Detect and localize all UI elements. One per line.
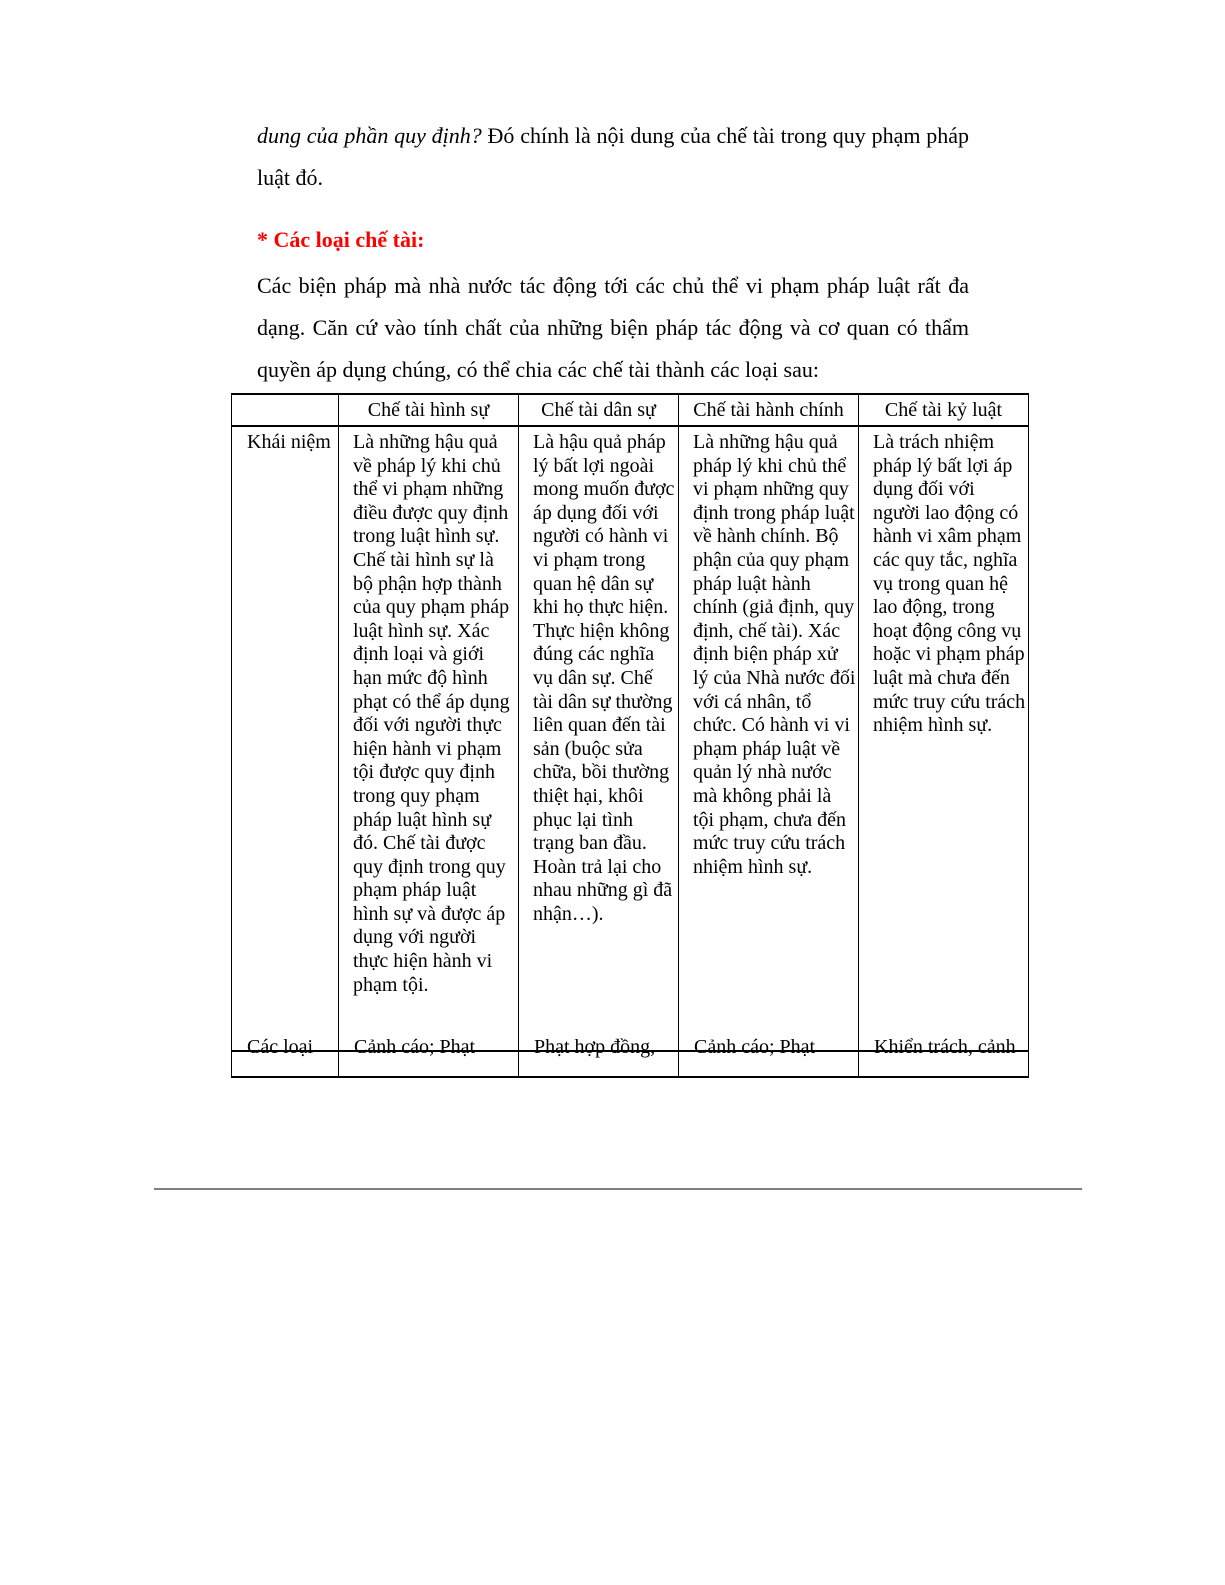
cell-criminal-types bbox=[339, 1036, 519, 1077]
cell-administrative-types-text: Cảnh cáo; Phạt bbox=[694, 1036, 816, 1058]
intro-paragraph-italic-lead: dung của phần quy định? bbox=[257, 123, 482, 148]
body-paragraph: Các biện pháp mà nhà nước tác động tới các chủ thể vi phạm pháp luật rất đa dạng. Căn cứ vào tính chất của những biện pháp tác động và cơ quan có thẩm quyền áp dụng chúng, có thể chia các chế tài thành các loại sau: bbox=[257, 273, 969, 382]
sanction-types-table bbox=[231, 393, 1029, 1078]
cell-criminal-types-text: Cảnh cáo; Phạt bbox=[354, 1036, 476, 1058]
section-heading-sanction-types: * Các loại chế tài: bbox=[257, 227, 425, 252]
header-cell-empty bbox=[232, 394, 339, 426]
page-break-divider bbox=[154, 1188, 1082, 1190]
row-label-types bbox=[232, 1036, 339, 1077]
header-cell-civil-sanction: Chế tài dân sự bbox=[519, 394, 679, 426]
cell-civil-types bbox=[519, 1036, 679, 1077]
header-cell-disciplinary-sanction: Chế tài kỷ luật bbox=[859, 394, 1029, 426]
table-row-concept bbox=[232, 426, 1029, 1051]
header-cell-administrative-sanction: Chế tài hành chính bbox=[679, 394, 859, 426]
row-label-concept: Khái niệm bbox=[232, 426, 339, 1051]
header-cell-criminal-sanction: Chế tài hình sự bbox=[339, 394, 519, 426]
cell-civil-types-text: Phạt hợp đồng, bbox=[534, 1036, 656, 1058]
intro-paragraph-rest: Đó chính là nội dung của chế tài trong quy phạm pháp luật đó. bbox=[257, 123, 969, 190]
row-label-types-text: Các loại bbox=[247, 1036, 314, 1058]
intro-paragraph bbox=[257, 115, 969, 199]
cell-disciplinary-concept: Là trách nhiệm pháp lý bất lợi áp dụng đối với người lao động có hành vi xâm phạm các quy tắc, nghĩa vụ trong quan hệ lao động, trong hoạt động công vụ hoặc vi phạm pháp luật mà chưa đến mức truy cứu trách nhiệm hình sự. bbox=[859, 426, 1029, 1051]
cell-disciplinary-types bbox=[859, 1036, 1029, 1077]
cell-administrative-types bbox=[679, 1036, 859, 1077]
cell-disciplinary-types-text: Khiển trách, cảnh bbox=[874, 1036, 1016, 1058]
cell-criminal-concept: Là những hậu quả về pháp lý khi chủ thể vi phạm những điều được quy định trong luật hình sự. Chế tài hình sự là bộ phận hợp thành của quy phạm pháp luật hình sự. Xác định loại và giới hạn mức độ hình phạt có thể áp dụng đối với người thực hiện hành vi phạm tội được quy định trong quy phạm pháp luật hình sự đó. Chế tài được quy định trong quy phạm pháp luật hình sự và được áp dụng với người thực hiện hành vi phạm tội. bbox=[339, 426, 519, 1051]
table-row-types bbox=[232, 1051, 1029, 1077]
cell-civil-concept: Là hậu quả pháp lý bất lợi ngoài mong muốn được áp dụng đối với người có hành vi vi phạm trong quan hệ dân sự khi họ thực hiện. Thực hiện không đúng các nghĩa vụ dân sự. Chế tài dân sự thường liên quan đến tài sản (buộc sửa chữa, bồi thường thiệt hại, khôi phục lại tình trạng ban đầu. Hoàn trả lại cho nhau những gì đã nhận…). bbox=[519, 426, 679, 1051]
table-header-row bbox=[232, 394, 1029, 426]
cell-administrative-concept: Là những hậu quả pháp lý khi chủ thể vi phạm những quy định trong pháp luật về hành chính. Bộ phận của quy phạm pháp luật hành chính (giả định, quy định, chế tài). Xác định biện pháp xử lý của Nhà nước đối với cá nhân, tổ chức. Có hành vi vi phạm pháp luật về quản lý nhà nước mà không phải là tội phạm, chưa đến mức truy cứu trách nhiệm hình sự. bbox=[679, 426, 859, 1051]
